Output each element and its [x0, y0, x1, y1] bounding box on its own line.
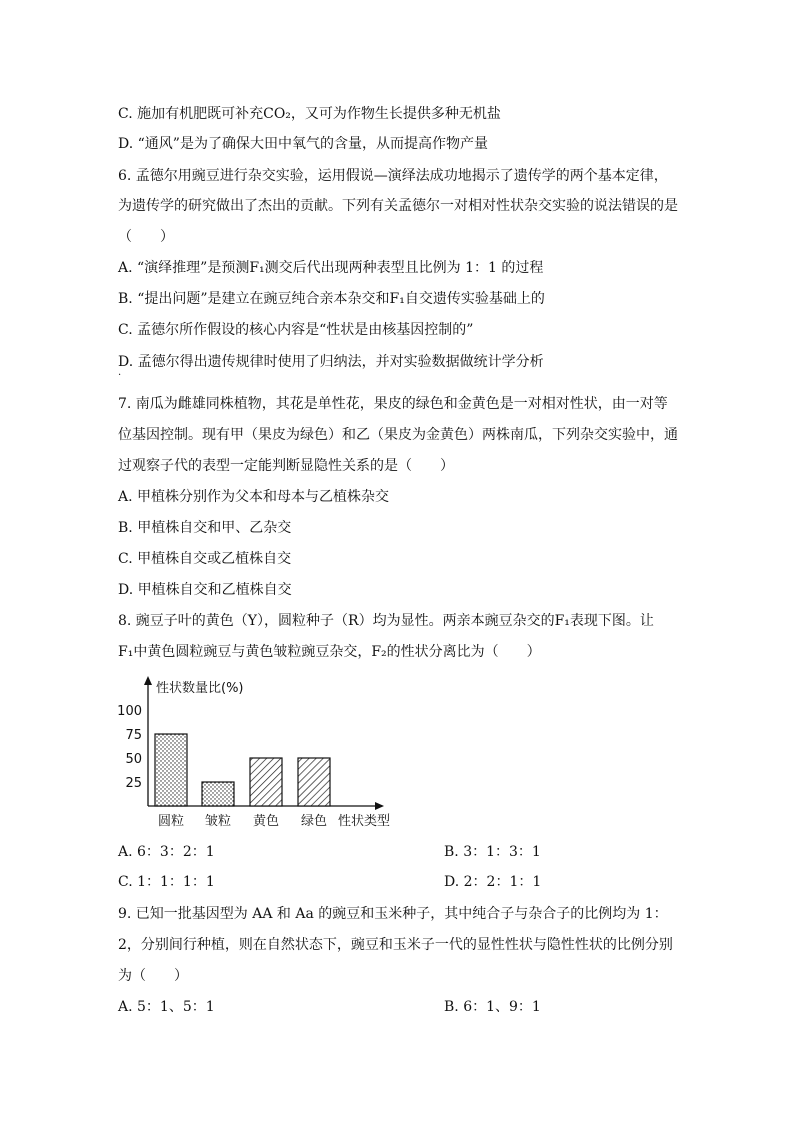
x-tick-label: 黄色 [252, 814, 280, 829]
bar-0 [155, 734, 187, 806]
q7-stem-line-1: 7. 南瓜为雌雄同株植物，其花是单性花，果皮的绿色和金黄色是一对相对性状，由一对等 [118, 396, 668, 412]
bar-1 [202, 782, 234, 806]
q9-stem-line-3: 为（ ） [118, 968, 188, 984]
q7-option-d: D. 甲植株自交和乙植株自交 [118, 582, 292, 598]
y-axis-arrow [144, 676, 152, 685]
y-tick-label: 75 [125, 728, 142, 743]
q6-stray-dot: . [118, 367, 122, 378]
q7-option-a: A. 甲植株分别作为父本和母本与乙植株杂交 [118, 489, 390, 505]
q6-option-b: B. “提出问题”是建立在豌豆纯合亲本杂交和F₁自交遗传实验基础上的 [118, 291, 545, 307]
q8-option-c: C. 1：1：1：1 [118, 874, 215, 890]
q9-stem-line-2: 2，分别间行种植，则在自然状态下，豌豆和玉米子一代的显性性状与隐性性状的比例分别 [118, 937, 673, 953]
y-tick-label: 50 [125, 752, 142, 767]
q6-stem-line-2: 为遗传学的研究做出了杰出的贡献。下列有关孟德尔一对相对性状杂交实验的说法错误的是 [118, 198, 678, 214]
x-tick-label: 皱粒 [204, 814, 232, 829]
q6-option-d: D. 孟德尔得出遗传规律时使用了归纳法，并对实验数据做统计学分析 [118, 354, 544, 370]
bar-2 [250, 758, 282, 806]
q5-option-c: C. 施加有机肥既可补充CO₂，又可为作物生长提供多种无机盐 [118, 106, 501, 122]
q7-option-c: C. 甲植株自交或乙植株自交 [118, 551, 292, 567]
y-tick-label: 25 [125, 776, 142, 791]
q7-stem-line-3: 过观察子代的表型一定能判断显隐性关系的是（ ） [118, 458, 454, 474]
q7-option-b: B. 甲植株自交和甲、乙杂交 [118, 520, 292, 536]
q6-answer-blank: （ ） [118, 229, 174, 245]
q8-option-a: A. 6：3：2：1 [118, 844, 215, 860]
x-tick-label: 圆粒 [157, 814, 185, 829]
q8-stem-line-1: 8. 豌豆子叶的黄色（Y），圆粒种子（R）均为显性。两亲本豌豆杂交的F₁表现下图。让 [118, 613, 654, 629]
q8-option-d: D. 2：2：1：1 [444, 874, 542, 890]
q8-stem-line-2: F₁中黄色圆粒豌豆与黄色皱粒豌豆杂交，F₂的性状分离比为（ ） [118, 644, 541, 660]
q8-option-b: B. 3：1：3：1 [444, 844, 541, 860]
x-axis-title: 性状类型 [338, 814, 391, 829]
y-tick-label: 100 [117, 704, 142, 719]
q6-option-c: C. 孟德尔所作假设的核心内容是“性状是由核基因控制的” [118, 322, 474, 338]
q6-stem-line-1: 6. 孟德尔用豌豆进行杂交实验，运用假说—演绎法成功地揭示了遗传学的两个基本定律， [118, 168, 668, 184]
q6-option-a: A. “演绎推理”是预测F₁测交后代出现两种表型且比例为 1：1 的过程 [118, 260, 544, 276]
f1-phenotype-bar-chart [112, 672, 402, 832]
q5-option-d: D. “通风”是为了确保大田中氧气的含量，从而提高作物产量 [118, 136, 488, 152]
q9-option-a: A. 5：1、5：1 [118, 999, 215, 1015]
bar-3 [298, 758, 330, 806]
q7-stem-line-2: 位基因控制。现有甲（果皮为绿色）和乙（果皮为金黄色）两株南瓜，下列杂交实验中，通 [118, 427, 678, 443]
y-axis-title: 性状数量比(%) [156, 681, 244, 696]
q9-option-b: B. 6：1、9：1 [444, 999, 541, 1015]
x-tick-label: 绿色 [300, 814, 328, 829]
q9-stem-line-1: 9. 已知一批基因型为 AA 和 Aa 的豌豆和玉米种子，其中纯合子与杂合子的比例均为 1： [118, 906, 668, 922]
x-axis-arrow [375, 802, 384, 810]
